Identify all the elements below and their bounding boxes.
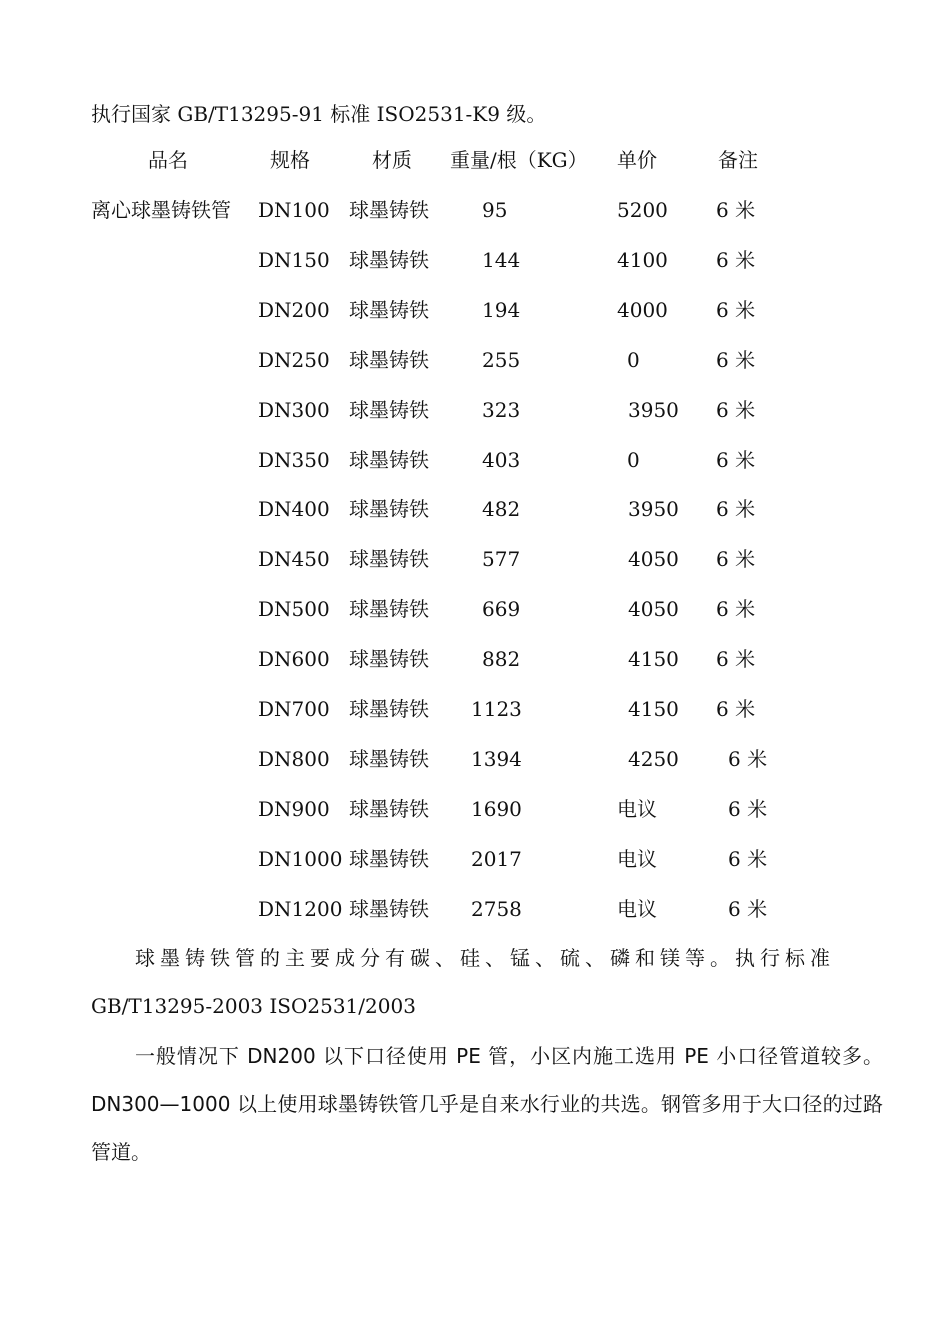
cell-weight: 1394	[471, 747, 522, 771]
cell-note: 6 米	[716, 547, 756, 571]
composition-line-1: 球墨铸铁管的主要成分有碳、硅、锰、硫、磷和镁等。执行标准	[135, 946, 835, 970]
cell-note: 6 米	[716, 597, 756, 621]
cell-note: 6 米	[716, 697, 756, 721]
header-note: 备注	[718, 148, 758, 172]
cell-weight: 255	[482, 348, 521, 372]
header-weight: 重量/根（KG）	[450, 148, 588, 172]
cell-price: 3950	[628, 398, 679, 422]
cell-note: 6 米	[716, 398, 756, 422]
cell-material: 球墨铸铁	[349, 847, 429, 871]
cell-price: 4250	[628, 747, 679, 771]
cell-material: 球墨铸铁	[349, 198, 429, 222]
standard-intro: 执行国家 GB/T13295-91 标准 ISO2531-K9 级。	[91, 102, 547, 126]
cell-price: 4100	[617, 248, 668, 272]
cell-spec: DN700	[258, 697, 330, 721]
cell-material: 球墨铸铁	[349, 547, 429, 571]
cell-weight: 577	[482, 547, 521, 571]
cell-material: 球墨铸铁	[349, 398, 429, 422]
product-name: 离心球墨铸铁管	[91, 198, 231, 222]
cell-price: 0	[627, 448, 640, 472]
cell-weight: 2758	[471, 897, 522, 921]
cell-spec: DN100	[258, 198, 330, 222]
cell-price: 电议	[617, 847, 657, 871]
cell-price: 5200	[617, 198, 668, 222]
cell-note: 6 米	[716, 198, 756, 222]
cell-spec: DN500	[258, 597, 330, 621]
cell-note: 6 米	[716, 248, 756, 272]
cell-spec: DN900	[258, 797, 330, 821]
usage-paragraph: 一般情况下 DN200 以下口径使用 PE 管，小区内施工选用 PE 小口径管道较多。DN300—1000 以上使用球墨铸铁管几乎是自来水行业的共选。钢管多用于大口径的过路管道。	[91, 1044, 883, 1164]
cell-note: 6 米	[716, 497, 756, 521]
cell-material: 球墨铸铁	[349, 348, 429, 372]
cell-spec: DN800	[258, 747, 330, 771]
cell-weight: 403	[482, 448, 521, 472]
cell-material: 球墨铸铁	[349, 697, 429, 721]
header-material: 材质	[372, 148, 412, 172]
cell-spec: DN450	[258, 547, 330, 571]
header-price: 单价	[617, 148, 657, 172]
cell-spec: DN150	[258, 248, 330, 272]
cell-weight: 669	[482, 597, 521, 621]
cell-weight: 194	[482, 298, 521, 322]
cell-spec: DN300	[258, 398, 330, 422]
cell-note: 6 米	[716, 348, 756, 372]
header-name: 品名	[148, 148, 188, 172]
cell-spec: DN250	[258, 348, 330, 372]
cell-note: 6 米	[716, 448, 756, 472]
cell-material: 球墨铸铁	[349, 797, 429, 821]
cell-weight: 1690	[471, 797, 522, 821]
cell-note: 6 米	[728, 897, 768, 921]
cell-price: 4150	[628, 697, 679, 721]
cell-price: 4050	[628, 547, 679, 571]
cell-note: 6 米	[728, 847, 768, 871]
cell-note: 6 米	[728, 797, 768, 821]
cell-price: 4000	[617, 298, 668, 322]
cell-material: 球墨铸铁	[349, 448, 429, 472]
cell-material: 球墨铸铁	[349, 897, 429, 921]
composition-line-2: GB/T13295-2003 ISO2531/2003	[91, 994, 416, 1018]
cell-spec: DN1000	[258, 847, 343, 871]
header-spec: 规格	[270, 148, 310, 172]
cell-material: 球墨铸铁	[349, 497, 429, 521]
cell-spec: DN200	[258, 298, 330, 322]
cell-weight: 1123	[471, 697, 522, 721]
cell-price: 电议	[617, 797, 657, 821]
cell-weight: 2017	[471, 847, 522, 871]
cell-spec: DN1200	[258, 897, 343, 921]
cell-material: 球墨铸铁	[349, 248, 429, 272]
cell-note: 6 米	[716, 647, 756, 671]
cell-material: 球墨铸铁	[349, 597, 429, 621]
cell-weight: 482	[482, 497, 521, 521]
cell-spec: DN400	[258, 497, 330, 521]
cell-material: 球墨铸铁	[349, 747, 429, 771]
cell-spec: DN600	[258, 647, 330, 671]
cell-price: 3950	[628, 497, 679, 521]
cell-weight: 144	[482, 248, 521, 272]
cell-weight: 882	[482, 647, 521, 671]
cell-note: 6 米	[716, 298, 756, 322]
cell-material: 球墨铸铁	[349, 298, 429, 322]
cell-material: 球墨铸铁	[349, 647, 429, 671]
cell-spec: DN350	[258, 448, 330, 472]
cell-weight: 323	[482, 398, 521, 422]
cell-price: 电议	[617, 897, 657, 921]
cell-weight: 95	[482, 198, 508, 222]
cell-price: 4150	[628, 647, 679, 671]
cell-note: 6 米	[728, 747, 768, 771]
cell-price: 4050	[628, 597, 679, 621]
cell-price: 0	[627, 348, 640, 372]
